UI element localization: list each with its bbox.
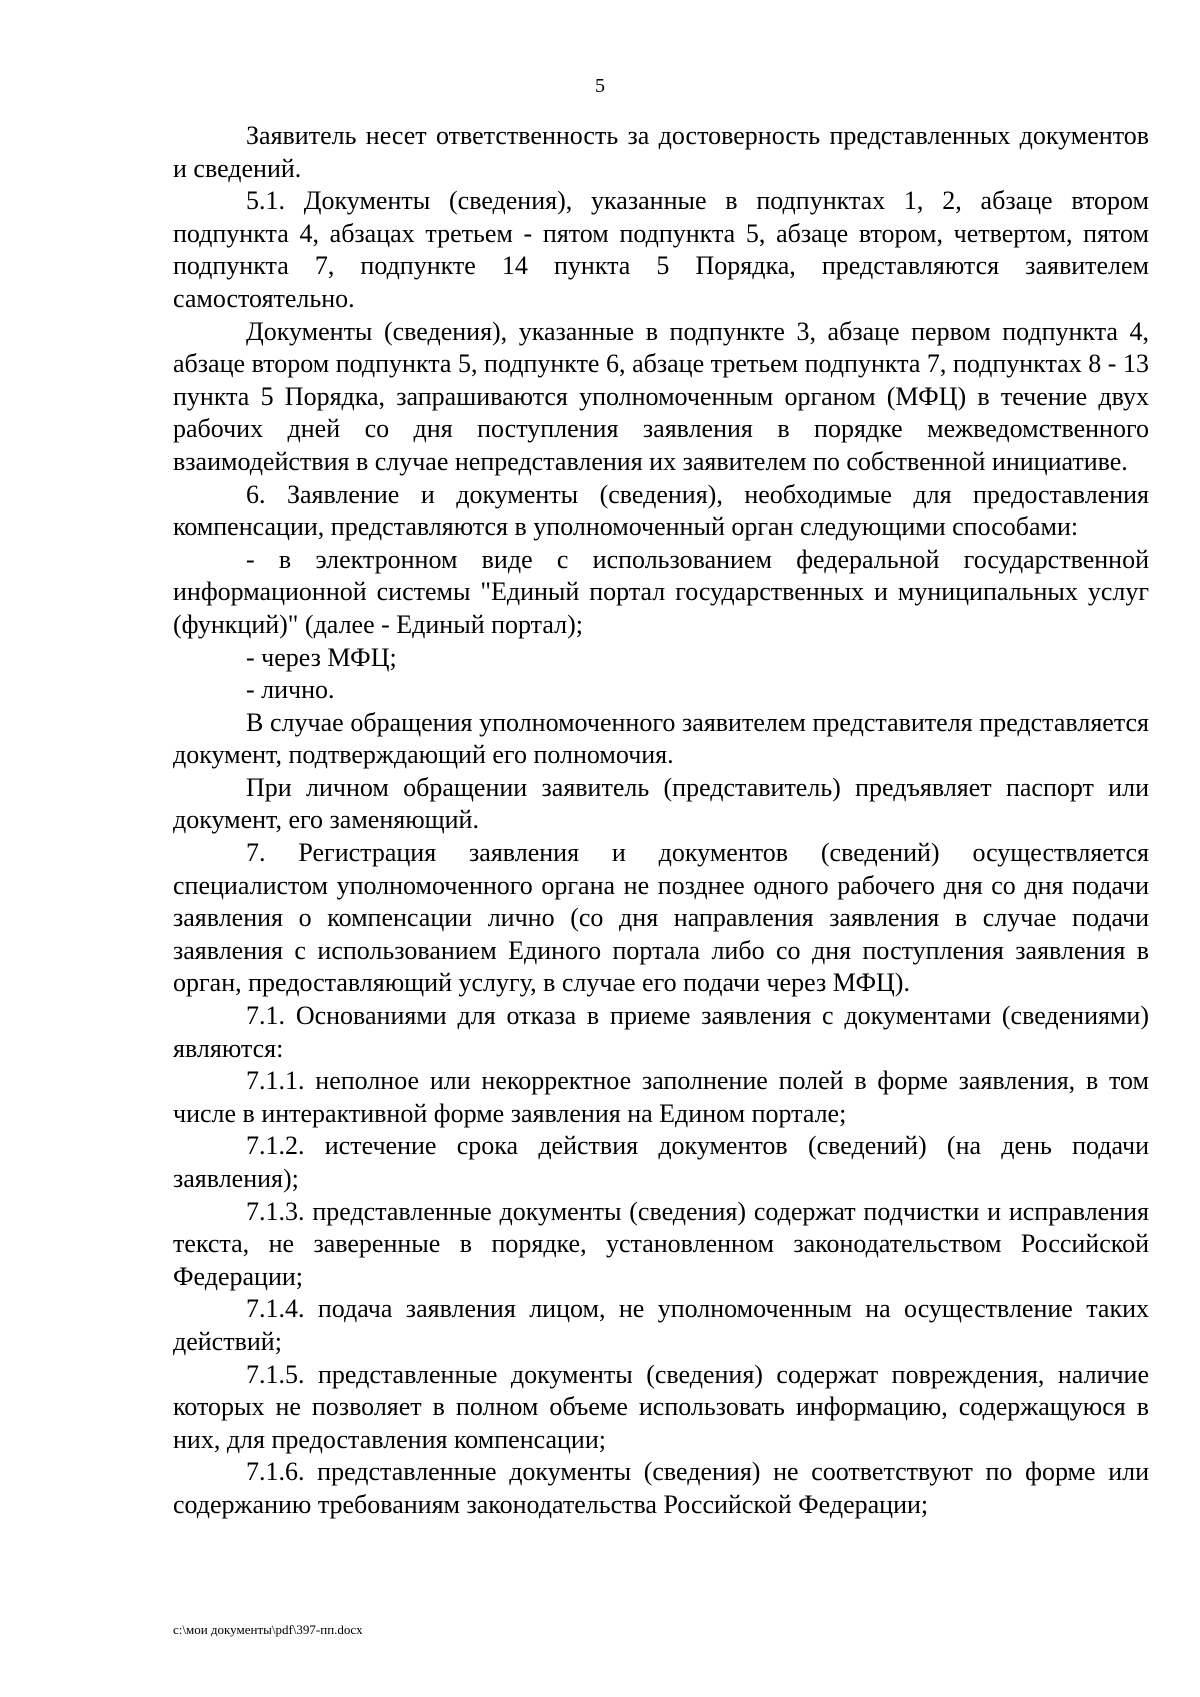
paragraph-requested-documents: Документы (сведения), указанные в подпункте 3, абзаце первом подпункта 4, абзаце втором подпункта 5, подпункте 6, абзаце третьем подпункта 7, подпунктах 8 - 13 пункта 5 Порядка, запрашиваются уполномоченным органом (МФЦ) в течение двух рабочих дней со дня поступления заявления в порядке межведомственного взаимодействия в случае непредставления их заявителем по собственной инициативе. [173,316,1149,476]
paragraph-7-1-6: 7.1.6. представленные документы (сведения) не соответствуют по форме или содержанию требованиям законодательства Российской Федерации; [173,1457,1149,1519]
paragraph-7-1-2: 7.1.2. истечение срока действия документов (сведений) (на день подачи заявления); [173,1131,1149,1193]
paragraph-representative: В случае обращения уполномоченного заявителем представителя представляется документ, подтверждающий его полномочия. [173,707,1149,770]
paragraph-applicant-responsibility: Заявитель несет ответственность за достоверность представленных документов и сведений. [173,121,1149,183]
list-item-in-person: - лично. [246,675,335,705]
paragraph-7-1-5: 7.1.5. представленные документы (сведения) содержат повреждения, наличие которых не позволяет в полном объеме использовать информацию, содержащуюся в них, для предоставления компенсации; [173,1359,1149,1454]
paragraph-7: 7. Регистрация заявления и документов (сведений) осуществляется специалистом уполномоченного органа не позднее одного рабочего дня со дня подачи заявления о компенсации лично (со дня направления заявления в случае подачи заявления с использованием Единого портала либо со дня поступления заявления в орган, предоставляющий услугу, в случае его подачи через МФЦ). [173,838,1149,998]
paragraph-7-1-3: 7.1.3. представленные документы (сведения) содержат подчистки и исправления текста, не заверенные в порядке, установленном законодательством Российской Федерации; [173,1196,1149,1291]
paragraph-6: 6. Заявление и документы (сведения), необходимые для предоставления компенсации, представляются в уполномоченный орган следующими способами: [173,479,1149,542]
paragraph-7-1: 7.1. Основаниями для отказа в приеме заявления с документами (сведениями) являются: [173,1001,1149,1063]
paragraph-7-1-4: 7.1.4. подача заявления лицом, не уполномоченным на осуществление таких действий; [173,1294,1149,1356]
paragraph-7-1-1: 7.1.1. неполное или некорректное заполнение полей в форме заявления, в том числе в интерактивной форме заявления на Едином портале; [173,1066,1149,1128]
paragraph-passport: При личном обращении заявитель (представитель) предъявляет паспорт или документ, его заменяющий. [173,772,1149,835]
document-body [173,120,1149,1522]
page-number: 5 [595,75,605,97]
footer-file-path: c:\мои документы\pdf\397-пп.docx [173,1622,363,1637]
list-item-mfc: - через МФЦ; [246,642,397,672]
paragraph-5-1: 5.1. Документы (сведения), указанные в подпунктах 1, 2, абзаце втором подпункта 4, абзацах третьем - пятом подпункта 5, абзаце втором, четвертом, пятом подпункта 7, подпункте 14 пункта 5 Порядка, представляются заявителем самостоятельно. [173,186,1149,313]
list-item-electronic: - в электронном виде с использованием федеральной государственной информационной системы "Единый портал государственных и муниципальных услуг (функций)" (далее - Единый портал); [173,544,1149,639]
